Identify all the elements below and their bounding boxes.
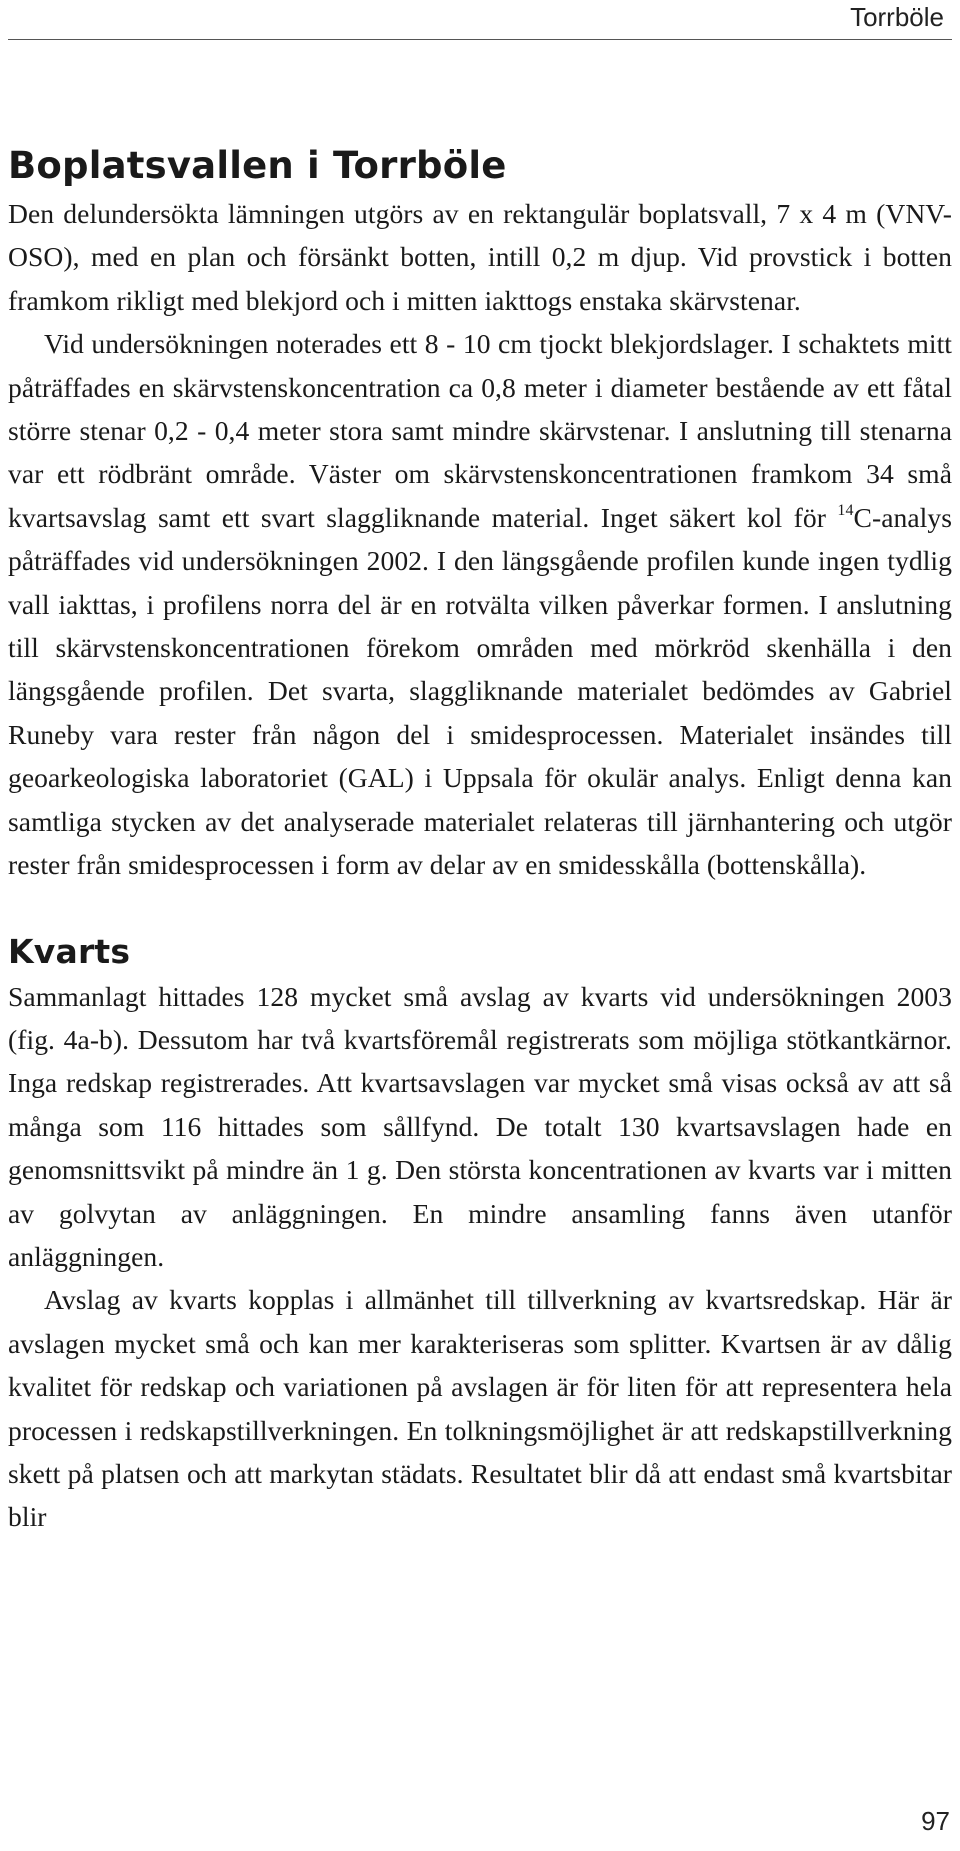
page-body [8, 140, 952, 1539]
paragraph-boplatsvall-intro: Den delundersökta lämningen utgörs av en rektangulär boplatsvall, 7 x 4 m (VNV-OSO), med en plan och försänkt botten, intill 0,2 m djup. Vid provstick i botten framkom rikligt med blekjord och i mitten iakttogs enstaka skärvstenar. [8, 198, 952, 316]
page-number: 97 [921, 1806, 950, 1836]
section-heading-kvarts: Kvarts [8, 931, 131, 971]
paragraph-undersokning-text-a: Vid undersökningen noterades ett 8 - 10 cm tjockt blekjordslager. I schaktets mitt påträffades en skärvstenskoncentration ca 0,8 meter i diameter bestående av ett fåtal större stenar 0,2 - 0,4 meter stora samt mindre skärvstenar. I anslutning till stenarna var ett rödbränt område. Väster om skärvstenskoncentrationen framkom 34 små kvartsavslag samt ett svart slaggliknande material. Inget säkert kol för [8, 328, 952, 533]
running-header [8, 0, 952, 40]
paragraph-undersokning [8, 322, 952, 886]
section-heading-boplatsvallen: Boplatsvallen i Torrböle [8, 144, 507, 187]
paragraph-kvarts-tolkning: Avslag av kvarts kopplas i allmänhet till tillverkning av kvartsredskap. Här är avslagen mycket små och kan mer karakteriseras som splitter. Kvartsen är av dålig kvalitet för redskap och variationen på avslagen är för liten för att representera hela processen i redskapstillverkningen. En tolkningsmöjlighet är att redskapstillverkning skett på platsen och att markytan städats. Resultatet blir då att endast små kvartsbitar blir [8, 1284, 952, 1533]
superscript-14: 14 [837, 501, 854, 519]
paragraph-undersokning-text-b: C-analys påträffades vid undersökningen 2002. I den längsgående profilen kunde ingen tydlig vall iakttas, i profilens norra del är en rotvälta vilken påverkar formen. I anslutning till skärvstenskoncentrationen förekom områden med mörkröd skenhälla i den längsgående profilen. Det svarta, slaggliknande materialet bedömdes av Gabriel Runeby vara rester från någon del i smidesprocessen. Materialet insändes till geoarkeologiska laboratoriet (GAL) i Uppsala för okulär analys. Enligt denna kan samtliga stycken av det analyserade materialet relateras till järnhantering och utgör rester från smidesprocessen i form av delar av en smidesskålla (bottenskålla). [8, 501, 952, 881]
running-title: Torrböle [850, 2, 944, 32]
paragraph-kvarts-fynd: Sammanlagt hittades 128 mycket små avslag av kvarts vid undersökningen 2003 (fig. 4a-b). Dessutom har två kvartsföremål registrerats som möjliga stötkantkärnor. Inga redskap registrerades. Att kvartsavslagen var mycket små visas också av att så många som 116 hittades som sållfynd. De totalt 130 kvartsavslagen hade en genomsnittsvikt på mindre än 1 g. Den största koncentrationen av kvarts var i mitten av golvytan av anläggningen. En mindre ansamling fanns även utanför anläggningen. [8, 980, 952, 1272]
